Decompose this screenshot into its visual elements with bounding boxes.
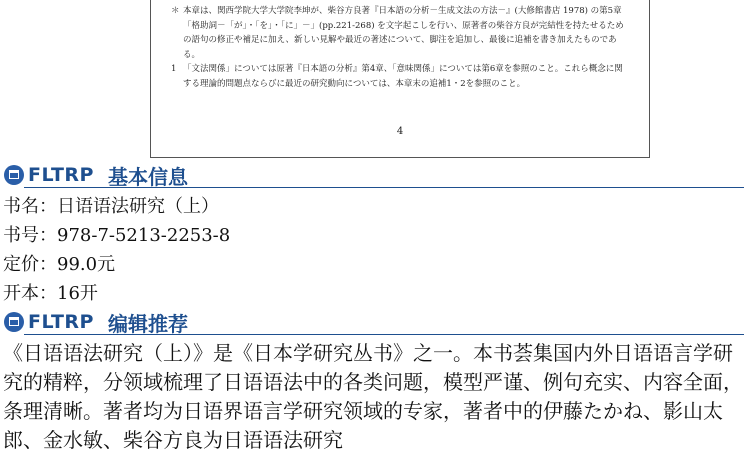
info-price: 定价：99.0元 xyxy=(3,254,116,275)
recommend-header xyxy=(0,309,750,335)
footnote xyxy=(171,4,631,62)
fltrp-badge-icon xyxy=(4,312,24,332)
footnote-text: 本章は、関西学院大学大学院李坤が、柴谷方良著『日本語の分析－生成文法の方法－』(大修館書店 1978) の第5章「格助詞－「が」・「を」・「に」－」(pp.221-268) を文字起こしを行い、原著者の柴谷方良が完結性を持たせるための語句の修正や補足に加え、新しい見解や最近の著述について、脚注を追加し、最後に追補を書き加えたものである。 xyxy=(183,6,624,60)
info-book-name: 书名：日语语法研究（上） xyxy=(3,196,219,217)
footnote xyxy=(171,62,631,91)
info-isbn: 书号：978-7-5213-2253-8 xyxy=(3,225,231,246)
section-title-recommend: 编辑推荐 xyxy=(107,311,188,336)
info-format: 开本：16开 xyxy=(3,283,98,304)
basic-info-header xyxy=(0,162,750,188)
recommend-paragraph: 《日语语法研究（上）》是《日本学研究丛书》之一。本书荟集国内外日语语言学研究的精粹，分领域梳理了日语语法中的各类问题，模型严谨、例句充实、内容全面，条理清晰。著者均为日语界语言学研究领域的专家，著者中的伊藤たかね、影山太郎、金水敏、柴谷方良为日语语法研究 xyxy=(3,341,743,452)
footnote-text: 「文法関係」については原著『日本語の分析』第4章、「意味関係」については第6章を参照のこと。これら概念に関する理論的問題点ならびに最近の研究動向については、本章末の追補1・2を参照のこと。 xyxy=(183,64,623,89)
book-page-preview xyxy=(150,0,650,158)
footnote-mark: 1 xyxy=(171,64,177,74)
section-title-basic-info: 基本信息 xyxy=(107,164,188,189)
fltrp-logo: FLTRP xyxy=(28,164,94,186)
footnote-mark: ＊ xyxy=(171,6,180,16)
fltrp-logo: FLTRP xyxy=(28,311,94,333)
page-number: 4 xyxy=(396,126,404,137)
fltrp-badge-icon xyxy=(4,165,24,185)
basic-info-list xyxy=(3,192,230,308)
